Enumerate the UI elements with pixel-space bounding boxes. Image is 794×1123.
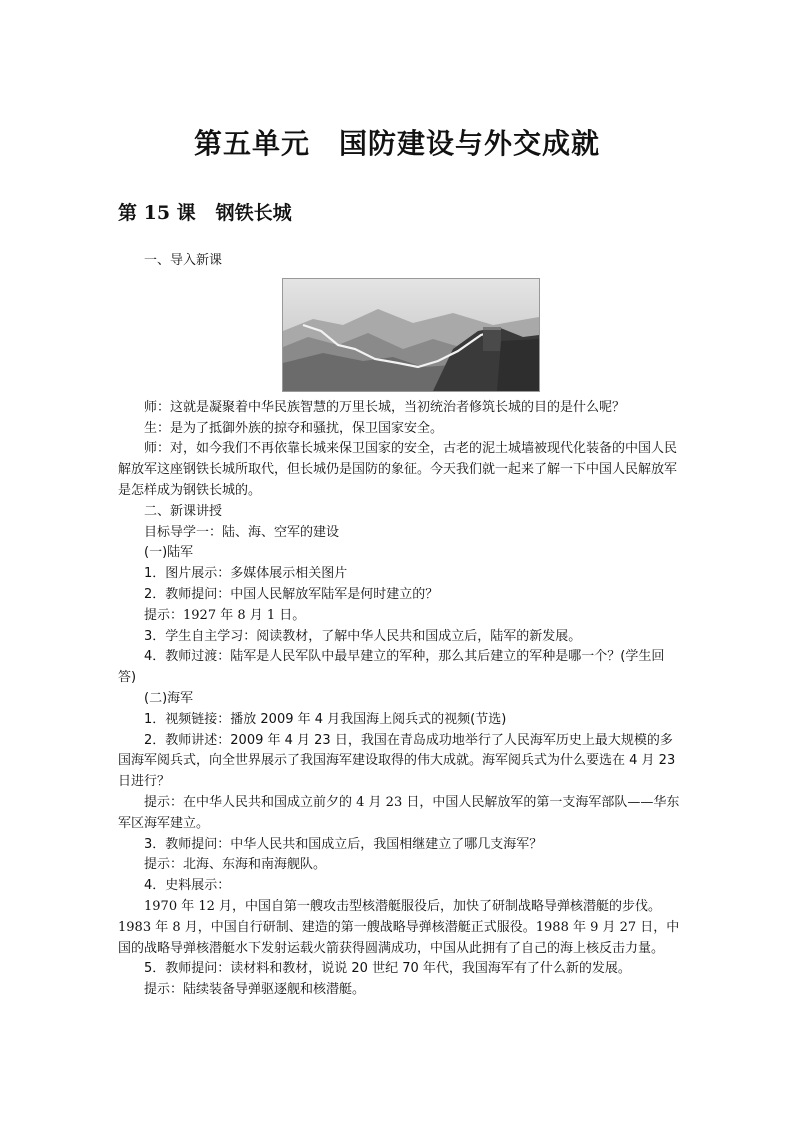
navy-hint: 提示：陆续装备导弹驱逐舰和核潜艇。: [144, 982, 366, 998]
lesson-title: [118, 199, 292, 227]
navy-item: 5．教师提问：读材料和教材，说说 20 世纪 70 年代，我国海军有了什么新的发展。: [144, 961, 631, 977]
navy-item: 1．视频链接：播放 2009 年 4 月我国海上阅兵式的视频(节选): [144, 711, 507, 727]
great-wall-photo-icon: [283, 279, 539, 391]
historical-source: 1970 年 12 月，中国自第一艘攻击型核潜艇服役后，加快了研制战略导弹核潜艇的步伐。1983 年 8 月，中国自行研制、建造的第一艘战略导弹核潜艇正式服役。1988 年 9 月 27 日，中国的战略导弹核潜艇水下发射运载火箭获得圆满成功，中国从此拥有了自己的海上核反击力量。: [118, 898, 680, 956]
goal-heading: 目标导学一：陆、海、空军的建设: [144, 524, 340, 540]
lesson-name: 钢铁长城: [215, 202, 292, 224]
lesson-number: 第 15 课: [118, 202, 196, 224]
lesson-body: [118, 251, 680, 1001]
navy-item: 3．教师提问：中华人民共和国成立后，我国相继建立了哪几支海军？: [144, 836, 543, 852]
navy-item: 4．史料展示：: [144, 878, 231, 894]
navy-heading: (二)海军: [144, 690, 194, 706]
army-item: 3．学生自主学习：阅读教材，了解中华人民共和国成立后，陆军的新发展。: [144, 628, 582, 644]
army-item: 4．教师过渡：陆军是人民军队中最早建立的军种，那么其后建立的军种是哪一个？(学生回答): [118, 649, 665, 686]
section-heading-intro: 一、导入新课: [144, 253, 223, 268]
navy-hint: 提示：北海、东海和南海舰队。: [144, 857, 327, 873]
dialogue-line: 师：对，如今我们不再依靠长城来保卫国家的安全，古老的泥土城墙被现代化装备的中国人民解放军这座钢铁长城所取代，但长城仍是国防的象征。今天我们就一起来了解一下中国人民解放军是怎样成为钢铁长城的。: [118, 441, 678, 498]
navy-hint: 提示：在中华人民共和国成立前夕的 4 月 23 日，中国人民解放军的第一支海军部队——华东军区海军建立。: [118, 794, 680, 831]
army-hint: 提示：1927 年 8 月 1 日。: [144, 607, 306, 623]
dialogue-line: 师：这就是凝聚着中华民族智慧的万里长城，当初统治者修筑长城的目的是什么呢？: [144, 399, 626, 415]
army-item: 2．教师提问：中国人民解放军陆军是何时建立的？: [144, 586, 439, 602]
navy-item: 2．教师讲述：2009 年 4 月 23 日，我国在青岛成功地举行了人民海军历史上最大规模的多国海军阅兵式，向全世界展示了我国海军建设取得的伟大成就。海军阅兵式为什么要选在 4 月 23 日进行？: [118, 732, 676, 790]
army-item: 1．图片展示：多媒体展示相关图片: [144, 566, 348, 582]
great-wall-photo: [282, 278, 540, 392]
army-heading: (一)陆军: [144, 545, 194, 561]
dialogue-line: 生：是为了抵御外族的掠夺和骚扰，保卫国家安全。: [144, 420, 444, 436]
unit-title: 第五单元 国防建设与外交成就: [193, 127, 600, 160]
section-heading-teaching: 二、新课讲授: [144, 503, 223, 519]
